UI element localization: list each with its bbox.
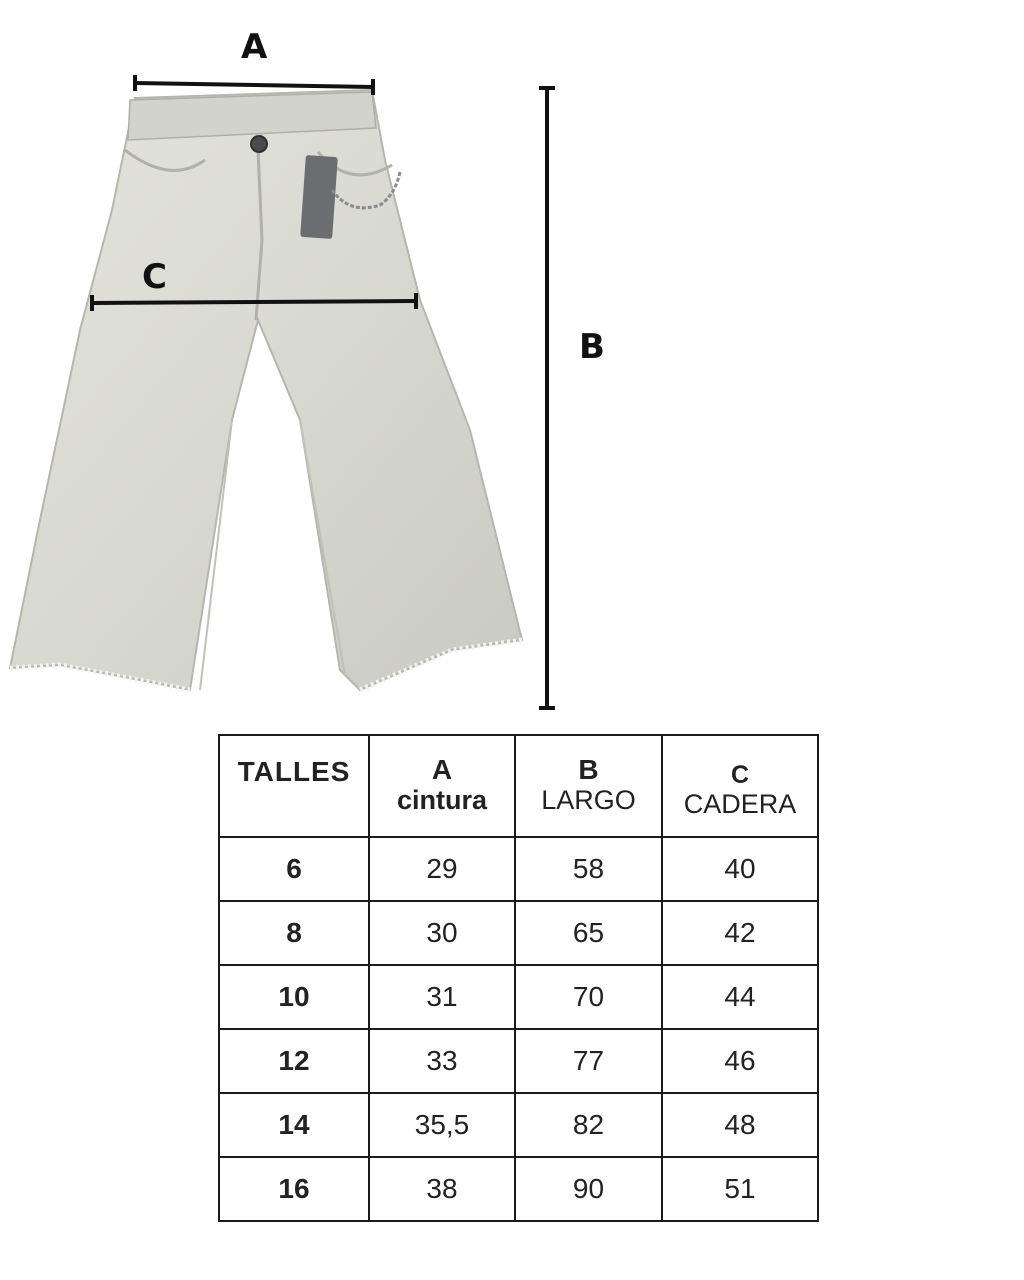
table-row bbox=[219, 837, 818, 901]
largo-cell: 82 bbox=[515, 1093, 662, 1157]
table-row bbox=[219, 1093, 818, 1157]
largo-cell: 77 bbox=[515, 1029, 662, 1093]
largo-cell: 58 bbox=[515, 837, 662, 901]
cintura-cell: 33 bbox=[369, 1029, 515, 1093]
size-table bbox=[218, 734, 819, 1222]
cadera-cell: 48 bbox=[662, 1093, 818, 1157]
measure-label-a: A bbox=[241, 27, 268, 67]
cadera-cell: 40 bbox=[662, 837, 818, 901]
header-a: A cintura bbox=[369, 735, 515, 837]
largo-cell: 65 bbox=[515, 901, 662, 965]
cintura-cell: 30 bbox=[369, 901, 515, 965]
cadera-cell: 44 bbox=[662, 965, 818, 1029]
table-header-row bbox=[219, 735, 818, 837]
size-cell: 8 bbox=[219, 901, 369, 965]
largo-cell: 90 bbox=[515, 1157, 662, 1221]
cintura-cell: 31 bbox=[369, 965, 515, 1029]
table-row bbox=[219, 965, 818, 1029]
size-cell: 14 bbox=[219, 1093, 369, 1157]
largo-cell: 70 bbox=[515, 965, 662, 1029]
size-cell: 6 bbox=[219, 837, 369, 901]
header-b: B LARGO bbox=[515, 735, 662, 837]
measure-label-c: C bbox=[142, 257, 167, 297]
measure-line-b bbox=[539, 88, 555, 708]
size-cell: 12 bbox=[219, 1029, 369, 1093]
table-row bbox=[219, 901, 818, 965]
size-cell: 10 bbox=[219, 965, 369, 1029]
cintura-cell: 29 bbox=[369, 837, 515, 901]
table-row bbox=[219, 1157, 818, 1221]
tag-icon bbox=[300, 155, 338, 239]
header-c: C CADERA bbox=[662, 735, 818, 837]
cadera-cell: 42 bbox=[662, 901, 818, 965]
measure-label-b: B bbox=[579, 327, 605, 367]
cintura-cell: 35,5 bbox=[369, 1093, 515, 1157]
cadera-cell: 51 bbox=[662, 1157, 818, 1221]
cintura-cell: 38 bbox=[369, 1157, 515, 1221]
cadera-cell: 46 bbox=[662, 1029, 818, 1093]
size-cell: 16 bbox=[219, 1157, 369, 1221]
table-row bbox=[219, 1029, 818, 1093]
header-talles: TALLES bbox=[219, 735, 369, 837]
